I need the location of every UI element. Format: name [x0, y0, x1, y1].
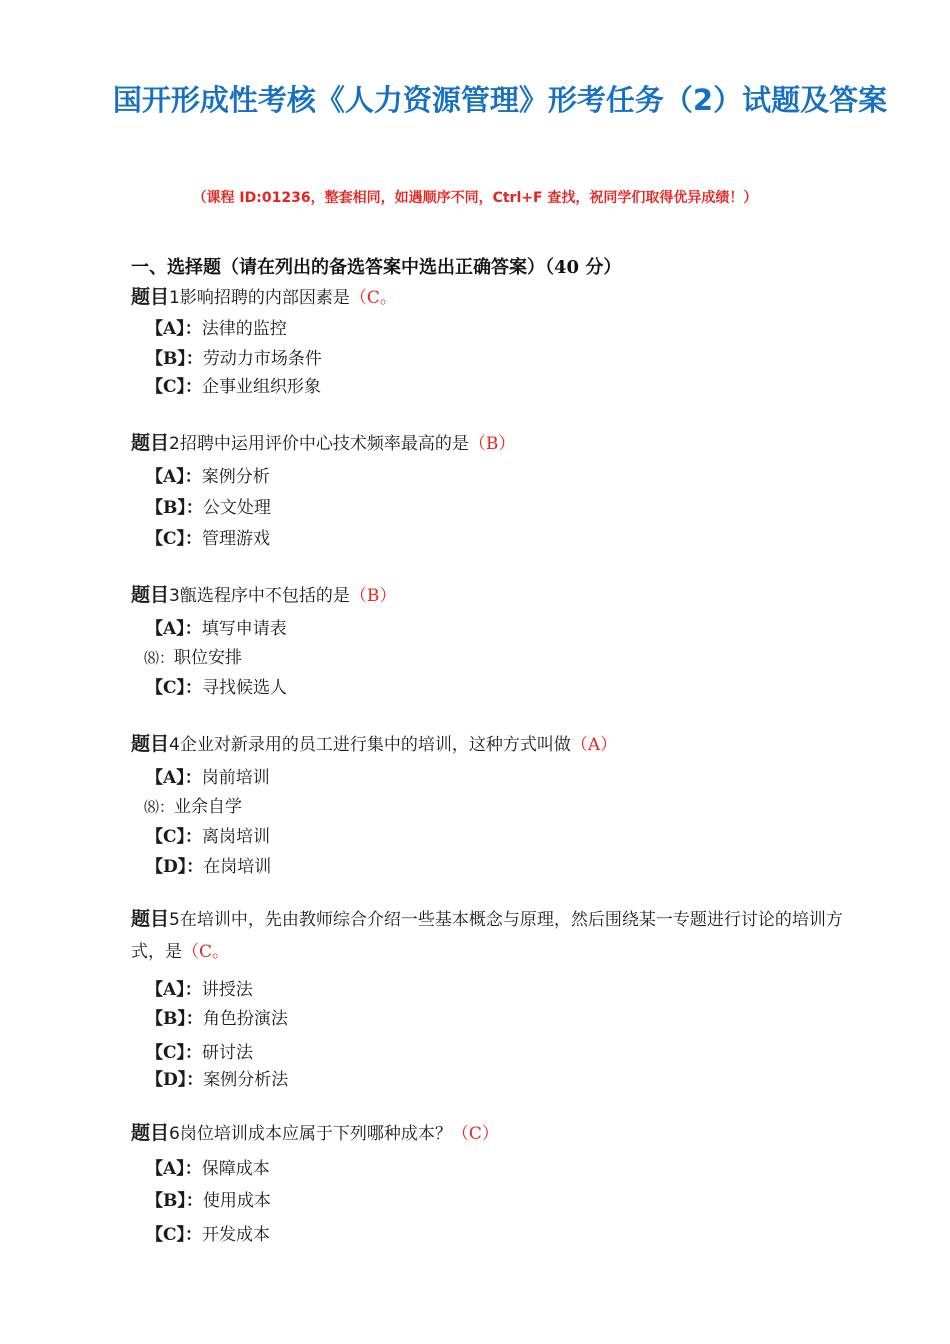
option-key: 【D】： [146, 857, 204, 877]
question-label: 题目 [131, 584, 170, 606]
question-6 [131, 1117, 499, 1150]
option [146, 314, 287, 339]
question-number: 6 [169, 1124, 180, 1144]
question-label: 题目 [131, 286, 170, 308]
question-text: 影响招聘的内部因素是 [179, 288, 350, 308]
option-key: ⑻： [144, 649, 175, 667]
option-key: 【B】： [146, 1191, 203, 1211]
option-key: 【A】： [146, 980, 202, 1000]
option-text: 保障成本 [201, 1159, 270, 1179]
option-key: 【B】： [146, 349, 203, 369]
option [146, 1220, 270, 1245]
option [146, 1038, 253, 1063]
option [146, 673, 287, 698]
question-answer: （C。 [349, 288, 397, 308]
question-3 [131, 579, 396, 612]
question-text: 在培训中，先由教师综合介绍一些基本概念与原理，然后围绕某一专题进行讨论的培训方式，是 [131, 910, 843, 962]
option-key: 【C】： [146, 678, 203, 698]
option-key: 【D】： [146, 1070, 204, 1090]
option-text: 离岗培训 [202, 827, 271, 847]
option [146, 975, 253, 1000]
option [146, 852, 271, 877]
option [146, 493, 271, 518]
question-number: 5 [169, 910, 180, 930]
question-answer: （B） [468, 434, 516, 454]
question-label: 题目 [131, 733, 170, 755]
option-text: 填写申请表 [201, 619, 287, 639]
question-label: 题目 [131, 1122, 170, 1144]
question-number: 4 [169, 735, 180, 755]
option-key: 【A】： [146, 768, 202, 788]
option-text: 案例分析 [201, 467, 270, 487]
option-key: 【A】： [146, 467, 202, 487]
option [146, 1004, 288, 1029]
option-text: 在岗培训 [203, 857, 272, 877]
option [146, 1186, 271, 1211]
option [146, 372, 321, 397]
question-4 [131, 728, 617, 761]
option-key: 【A】： [146, 319, 202, 339]
option [146, 1065, 288, 1090]
question-text: 甑选程序中不包括的是 [179, 586, 350, 606]
option-text: 管理游戏 [202, 529, 271, 549]
course-notice: （课程 ID:01236，整套相同，如遇顺序不同，Ctrl+F 查找，祝同学们取得优异成绩！） [192, 190, 758, 206]
option-text: 角色扮演法 [202, 1009, 288, 1029]
option [146, 524, 270, 549]
section-heading [131, 253, 621, 279]
section-title: 一、选择题（请在列出的备选答案中选出正确答案） [131, 257, 545, 278]
option-text: 讲授法 [201, 980, 253, 1000]
question-number: 3 [169, 586, 180, 606]
option-text: 企事业组织形象 [202, 377, 322, 397]
option-text: 法律的监控 [201, 319, 287, 339]
question-number: 2 [169, 434, 180, 454]
option-text: 劳动力市场条件 [202, 349, 322, 369]
section-points: （40 分） [545, 257, 622, 278]
option-key: 【A】： [146, 1159, 202, 1179]
option-key: 【C】： [146, 827, 203, 847]
option-text: 岗前培训 [201, 768, 270, 788]
option-key: 【C】： [146, 1043, 203, 1063]
option-key: ⑻： [144, 798, 175, 816]
option-key: 【A】： [146, 619, 202, 639]
option [146, 462, 270, 487]
option [146, 822, 270, 847]
question-answer: （B） [349, 586, 397, 606]
option-key: 【C】： [146, 377, 203, 397]
option-key: 【B】： [146, 498, 203, 518]
option-text: 案例分析法 [203, 1070, 289, 1090]
option-key: 【B】： [146, 1009, 203, 1029]
option-key: 【C】： [146, 1225, 203, 1245]
option [146, 1154, 270, 1179]
option-text: 职位安排 [174, 648, 243, 668]
option-text: 开发成本 [202, 1225, 271, 1245]
question-answer: （C） [451, 1124, 499, 1144]
option [144, 643, 242, 668]
option-text: 寻找候选人 [202, 678, 288, 698]
question-2 [131, 427, 515, 460]
option [146, 763, 270, 788]
question-label: 题目 [131, 432, 170, 454]
question-label: 题目 [131, 908, 170, 930]
question-answer: （C。 [182, 942, 230, 962]
option-text: 使用成本 [202, 1191, 271, 1211]
question-text: 企业对新录用的员工进行集中的培训，这种方式叫做 [179, 735, 571, 755]
option [146, 344, 322, 369]
question-1 [131, 281, 397, 314]
option-key: 【C】： [146, 529, 203, 549]
question-text: 岗位培训成本应属于下列哪种成本？ [179, 1124, 452, 1144]
question-answer: （A） [570, 735, 618, 755]
document-title: 国开形成性考核《人力资源管理》形考任务（2）试题及答案 [112, 83, 888, 117]
option [146, 614, 287, 639]
question-number: 1 [169, 288, 180, 308]
option-text: 研讨法 [202, 1043, 254, 1063]
question-text: 招聘中运用评价中心技术频率最高的是 [179, 434, 469, 454]
option-text: 公文处理 [202, 498, 271, 518]
option-text: 业余自学 [174, 797, 243, 817]
question-5 [131, 903, 866, 968]
option [144, 792, 242, 817]
